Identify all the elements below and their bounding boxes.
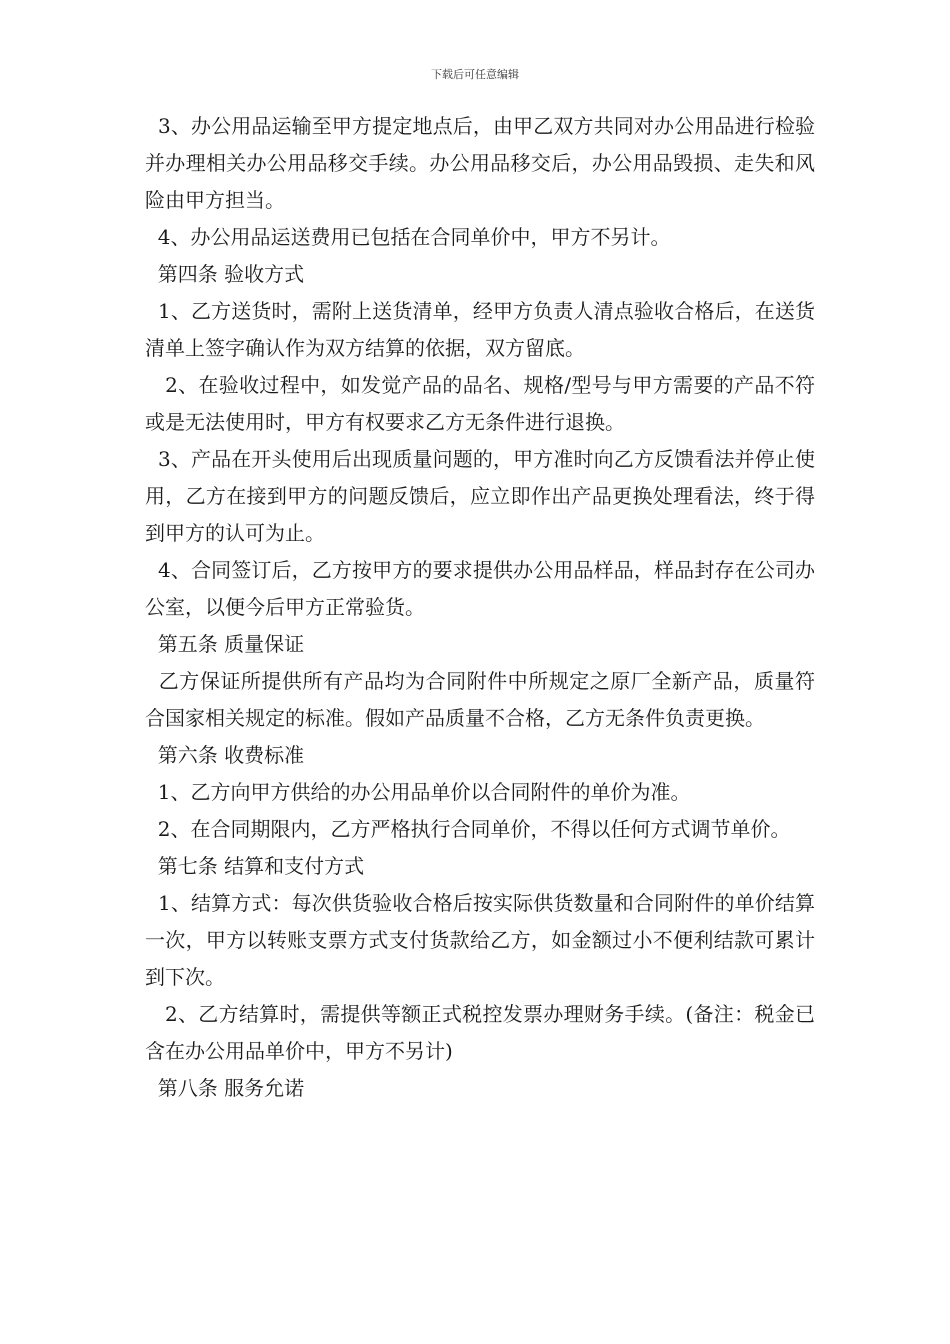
page-header: 下载后可任意编辑 — [431, 68, 519, 81]
paragraph: 1、乙方送货时，需附上送货清单，经甲方负责人清点验收合格后，在送货清单上签字确认作为双方结算的依据，双方留底。 — [145, 299, 815, 360]
paragraph: 3、产品在开头使用后出现质量问题的，甲方准时向乙方反馈看法并停止使用，乙方在接到甲方的问题反馈后，应立即作出产品更换处理看法，终于得到甲方的认可为止。 — [145, 447, 815, 545]
paragraph: 1、乙方向甲方供给的办公用品单价以合同附件的单价为准。 — [145, 780, 691, 804]
paragraph: 2、乙方结算时，需提供等额正式税控发票办理财务手续。(备注：税金已含在办公用品单价中，甲方不另计) — [145, 1002, 815, 1063]
paragraph: 乙方保证所提供所有产品均为合同附件中所规定之原厂全新产品，质量符合国家相关规定的标准。假如产品质量不合格，乙方无条件负责更换。 — [145, 669, 815, 730]
paragraph: 4、办公用品运送费用已包括在合同单价中，甲方不另计。 — [145, 225, 671, 249]
section-heading: 第八条 服务允诺 — [145, 1076, 305, 1100]
paragraph: 1、结算方式：每次供货验收合格后按实际供货数量和合同附件的单价结算一次，甲方以转账支票方式支付货款给乙方，如金额过小不便利结款可累计到下次。 — [145, 891, 815, 989]
paragraph: 4、合同签订后，乙方按甲方的要求提供办公用品样品，样品封存在公司办公室，以便今后甲方正常验货。 — [145, 558, 815, 619]
section-heading: 第七条 结算和支付方式 — [145, 854, 365, 878]
section-heading: 第四条 验收方式 — [145, 262, 305, 286]
section-heading: 第六条 收费标准 — [145, 743, 305, 767]
paragraph: 2、在合同期限内，乙方严格执行合同单价，不得以任何方式调节单价。 — [145, 817, 791, 841]
section-heading: 第五条 质量保证 — [145, 632, 305, 656]
paragraph: 2、在验收过程中，如发觉产品的品名、规格/型号与甲方需要的产品不符或是无法使用时，甲方有权要求乙方无条件进行退换。 — [145, 373, 815, 434]
paragraph: 3、办公用品运输至甲方提定地点后，由甲乙双方共同对办公用品进行检验并办理相关办公用品移交手续。办公用品移交后，办公用品毁损、走失和风险由甲方担当。 — [145, 114, 815, 212]
document-body — [145, 108, 815, 1107]
